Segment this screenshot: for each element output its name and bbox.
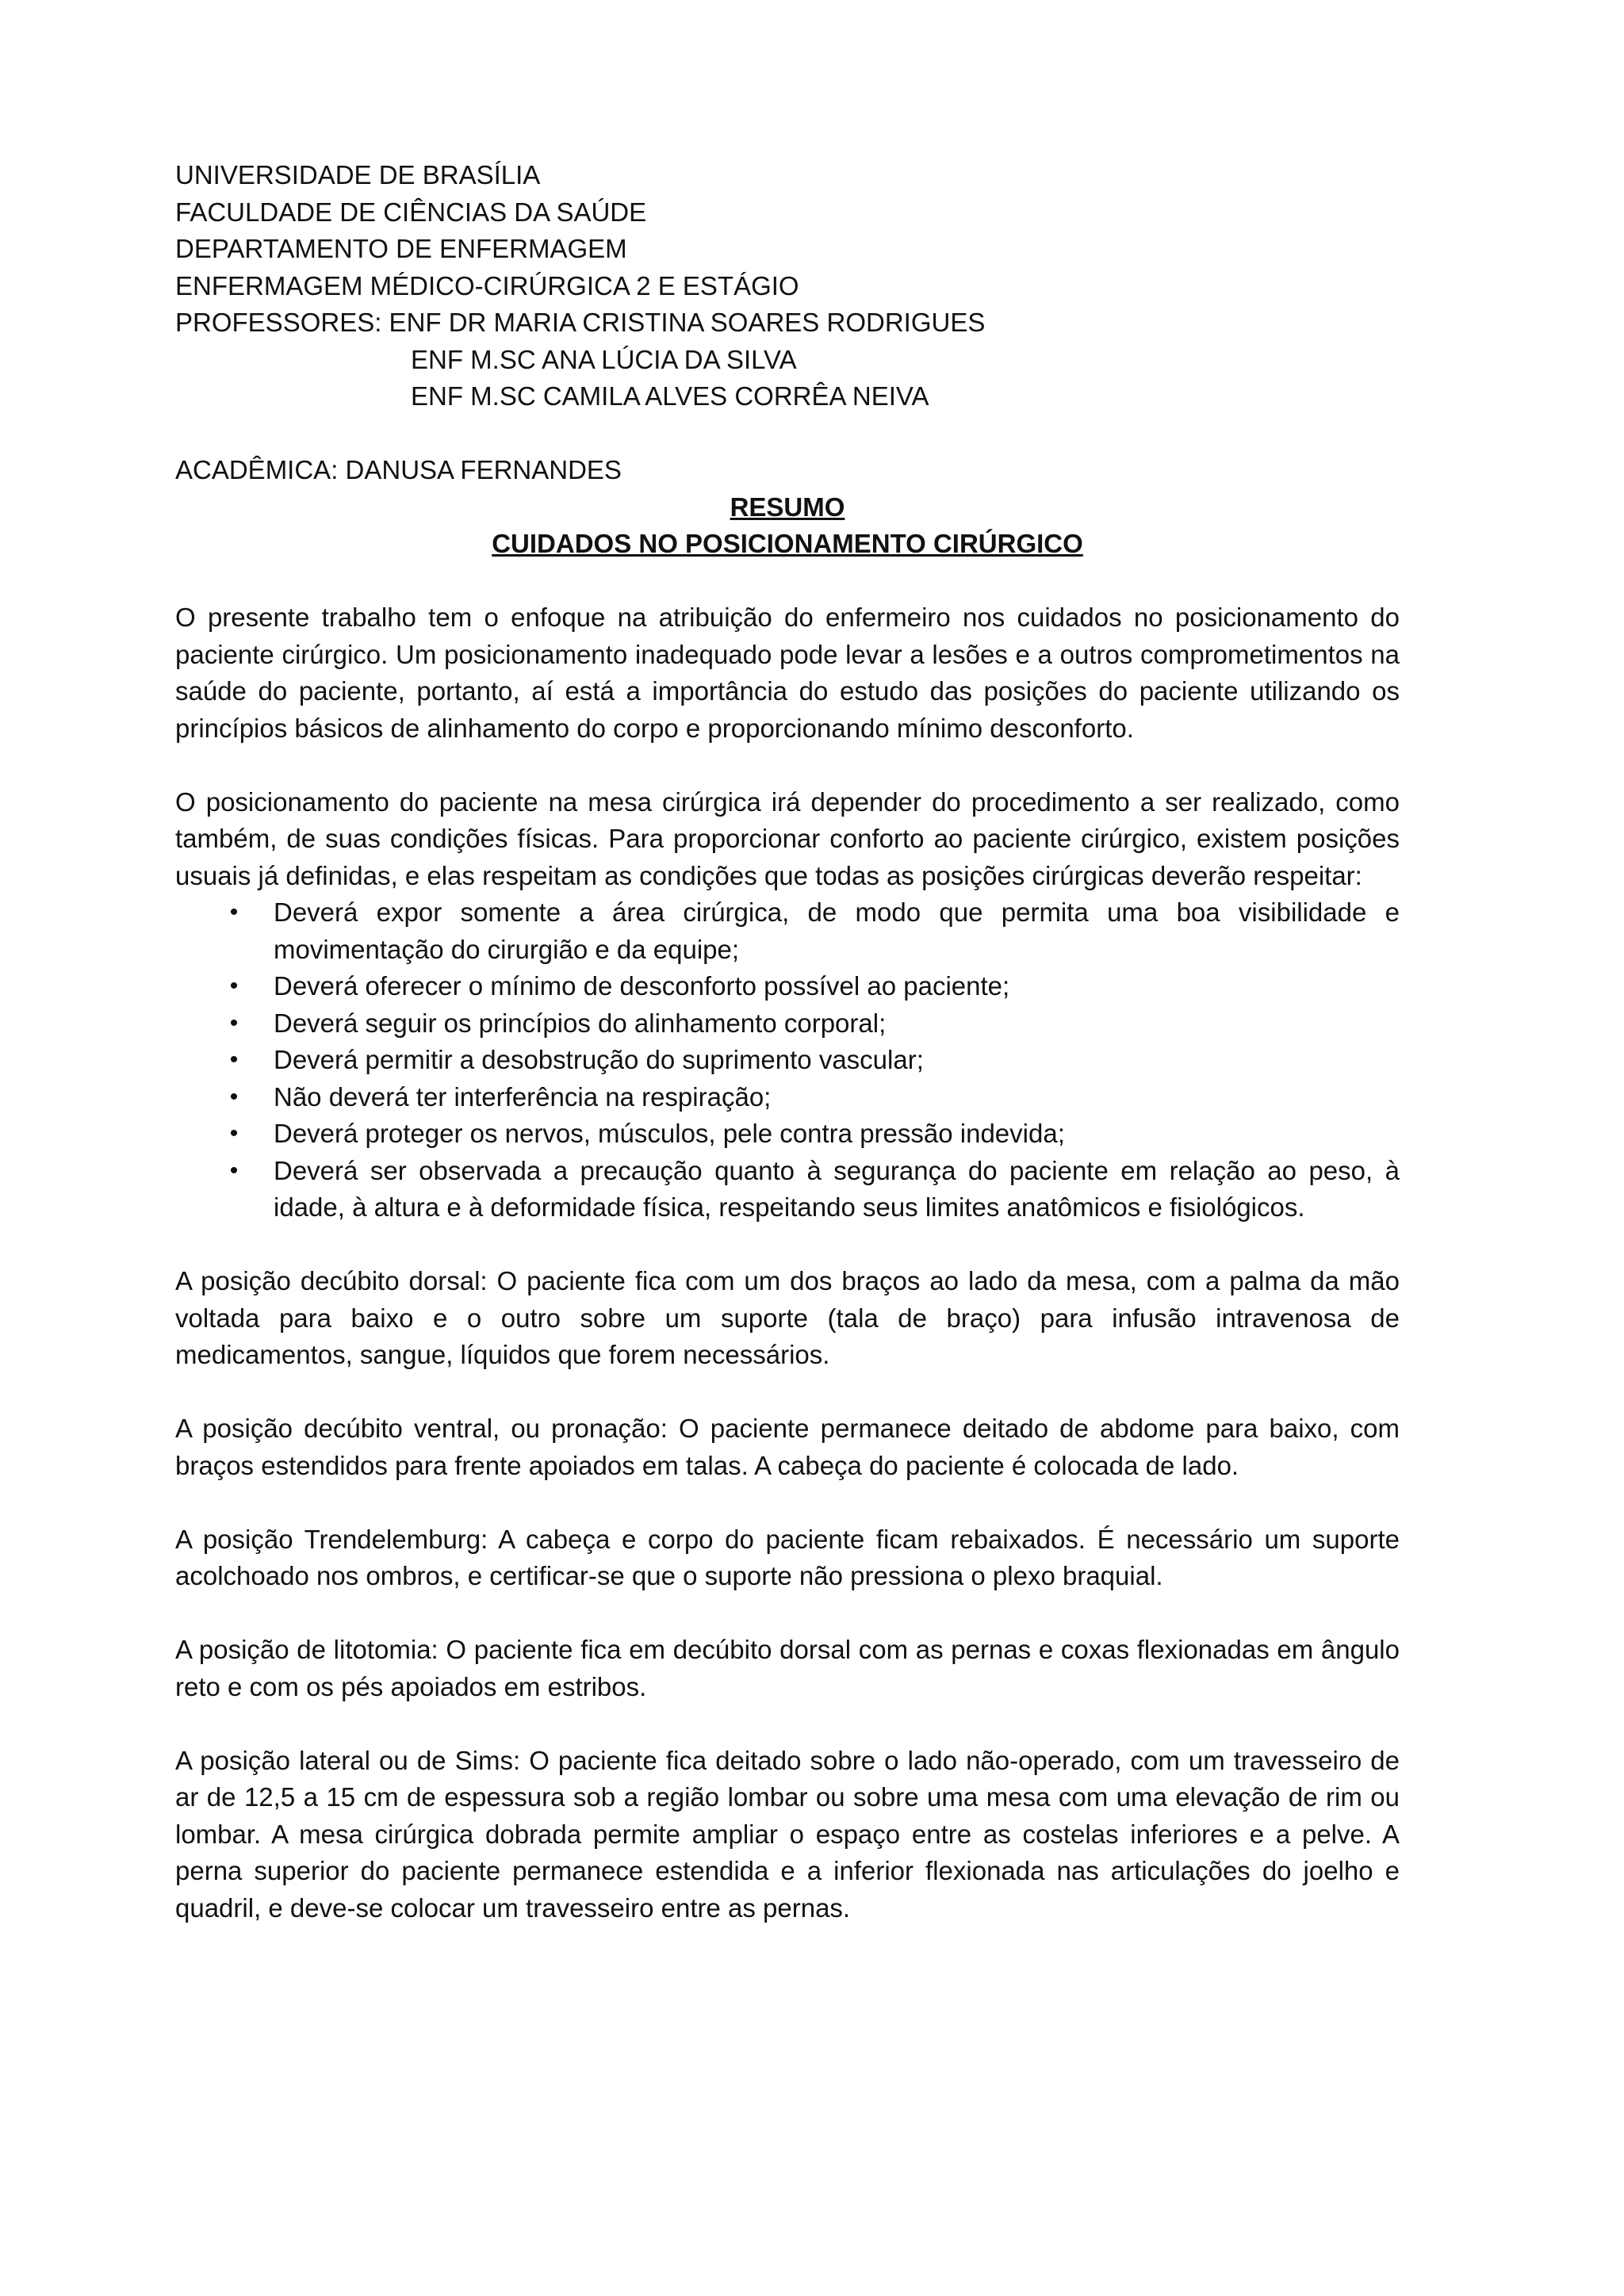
list-item-text: Deverá seguir os princípios do alinhamento corporal; bbox=[274, 1008, 887, 1038]
professor-2: ENF M.SC ANA LÚCIA DA SILVA bbox=[411, 344, 797, 374]
list-item-text: Deverá expor somente a área cirúrgica, de modo que permita uma boa visibilidade e movimentação do cirurgião e da equipe; bbox=[274, 897, 1400, 964]
bullet-icon: • bbox=[229, 1157, 239, 1184]
spacer bbox=[175, 1226, 1400, 1264]
student-line: ACADÊMICA: DANUSA FERNANDES bbox=[175, 455, 622, 484]
bullet-icon: • bbox=[229, 1120, 239, 1146]
spacer bbox=[175, 563, 1400, 600]
spacer bbox=[175, 415, 1400, 453]
bullet-icon: • bbox=[229, 973, 239, 999]
spacer bbox=[175, 1374, 1400, 1411]
position-trendelemburg-paragraph: A posição Trendelemburg: A cabeça e corpo do paciente ficam rebaixados. É necessário um suporte acolchoado nos ombros, e certificar-se que o suporte não pressiona o plexo braquial. bbox=[175, 1524, 1400, 1590]
position-ventral-paragraph: A posição decúbito ventral, ou pronação: O paciente permanece deitado de abdome para baixo, com braços estendidos para frente apoiados em talas. A cabeça do paciente é colocada de lado. bbox=[175, 1414, 1400, 1480]
list-item-text: Deverá permitir a desobstrução do suprimento vascular; bbox=[274, 1045, 924, 1074]
list-item bbox=[175, 1153, 1400, 1226]
list-item bbox=[175, 968, 1400, 1005]
list-item-text: Deverá oferecer o mínimo de desconforto possível ao paciente; bbox=[274, 971, 1010, 1001]
bullet-icon: • bbox=[229, 899, 239, 925]
list-item-text: Não deverá ter interferência na respiração; bbox=[274, 1081, 772, 1112]
list-item bbox=[175, 1042, 1400, 1079]
spacer bbox=[175, 1484, 1400, 1521]
spacer bbox=[175, 1705, 1400, 1743]
position-litotomia-paragraph: A posição de litotomia: O paciente fica em decúbito dorsal com as pernas e coxas flexionadas em ângulo reto e com os pés apoiados em estribos. bbox=[175, 1635, 1400, 1701]
list-item-text: Deverá ser observada a precaução quanto à segurança do paciente em relação ao peso, à idade, à altura e à deformidade física, respeitando seus limites anatômicos e fisiológicos. bbox=[274, 1155, 1400, 1222]
conditions-list bbox=[175, 894, 1400, 1226]
title-summary: RESUMO bbox=[730, 492, 845, 522]
professors-line: PROFESSORES: ENF DR MARIA CRISTINA SOARES RODRIGUES bbox=[175, 308, 986, 337]
header-block bbox=[175, 157, 1400, 489]
title-main: CUIDADOS NO POSICIONAMENTO CIRÚRGICO bbox=[492, 529, 1083, 558]
department-name: DEPARTAMENTO DE ENFERMAGEM bbox=[175, 234, 627, 263]
list-item-text: Deverá proteger os nervos, músculos, pele contra pressão indevida; bbox=[274, 1119, 1065, 1148]
intro-paragraph: O posicionamento do paciente na mesa cirúrgica irá depender do procedimento a ser realizado, como também, de suas condições físicas. Para proporcionar conforto ao paciente cirúrgico, existem posições usuais já definidas, e elas respeitam as condições que todas as posições cirúrgicas deverão respeitar: bbox=[175, 786, 1400, 890]
intro-paragraph: O presente trabalho tem o enfoque na atribuição do enfermeiro nos cuidados no posicionamento do paciente cirúrgico. Um posicionamento inadequado pode levar a lesões e a outros comprometimentos na saúde do paciente, portanto, aí está a importância do estudo das posições do paciente utilizando os princípios básicos de alinhamento do corpo e proporcionando mínimo desconforto. bbox=[175, 603, 1400, 743]
bullet-icon: • bbox=[229, 1009, 239, 1036]
spacer bbox=[175, 747, 1400, 784]
list-item bbox=[175, 894, 1400, 968]
bullet-icon: • bbox=[229, 1047, 239, 1073]
professor-3: ENF M.SC CAMILA ALVES CORRÊA NEIVA bbox=[411, 381, 929, 411]
university-name: UNIVERSIDADE DE BRASÍLIA bbox=[175, 160, 541, 189]
list-item bbox=[175, 1079, 1400, 1116]
position-dorsal-paragraph: A posição decúbito dorsal: O paciente fica com um dos braços ao lado da mesa, com a palma da mão voltada para baixo e o outro sobre um suporte (tala de braço) para infusão intravenosa de medicamentos, sangue, líquidos que forem necessários. bbox=[175, 1266, 1400, 1369]
position-lateral-paragraph: A posição lateral ou de Sims: O paciente fica deitado sobre o lado não-operado, com um travesseiro de ar de 12,5 a 15 cm de espessura sob a região lombar ou sobre uma mesa com uma elevação de rim ou lombar. A mesa cirúrgica dobrada permite ampliar o espaço entre as costelas inferiores e a pelve. A perna superior do paciente permanece estendida e a inferior flexionada nas articulações do joelho e quadril, e deve-se colocar um travesseiro entre as pernas. bbox=[175, 1745, 1400, 1923]
faculty-name: FACULDADE DE CIÊNCIAS DA SAÚDE bbox=[175, 197, 647, 227]
course-name: ENFERMAGEM MÉDICO-CIRÚRGICA 2 E ESTÁGIO bbox=[175, 270, 799, 300]
spacer bbox=[175, 1595, 1400, 1632]
list-item bbox=[175, 1115, 1400, 1153]
bullet-icon: • bbox=[229, 1083, 239, 1110]
list-item bbox=[175, 1005, 1400, 1043]
document-page bbox=[175, 157, 1400, 1927]
